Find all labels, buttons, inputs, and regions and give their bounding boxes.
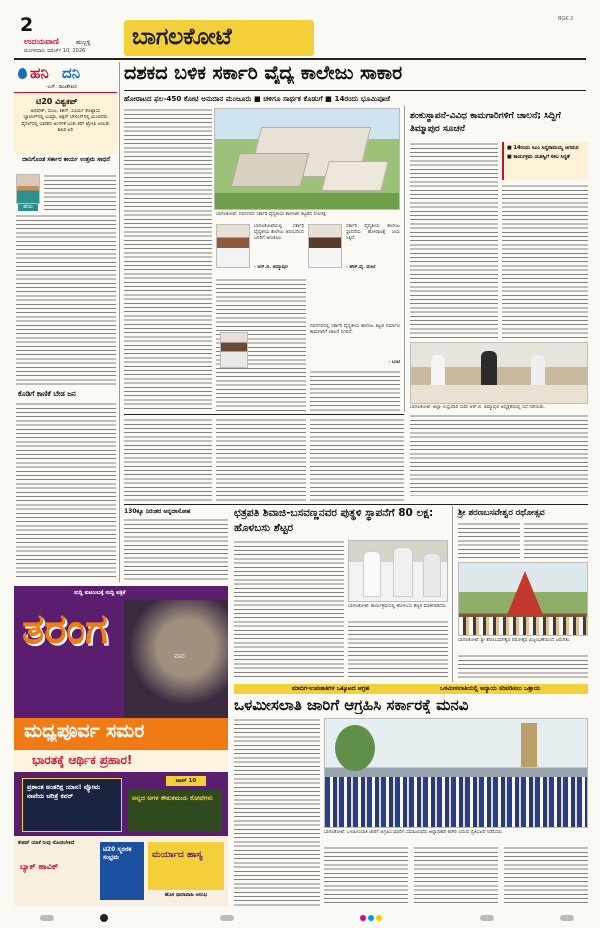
shivaji-right-divider [452, 506, 453, 682]
quote2-photo [308, 224, 342, 268]
t20-poem: ಅಭಿಷೇಕ್, ಸಂಜು, ಕಿಶನ್, ಸೂರ್ಯ ಕೊಟ್ಟಾಯ ಬ್ಯಾಟಿಂಗ್‌ನಲ್ಲಿ ಬುಮ್ರಾ, ಅಕ್ಷರ್ ಬೌಲಿಂಗ್‌ನಲ್ಲಿ ಮಿಂಚಿದರು ಫೈನಲ್‌ನಲ್ಲಿ ಭಾರತದ ಅಂಗಳಕೆ ಬಂತು ಕಪ್ ಟ್ರೋಫಿ ಆಯಿತು ಶಿಖರ ಏರಿ [21, 109, 110, 134]
protest-statue [521, 723, 537, 767]
ad-magazine-name: ತರಂಗ [22, 604, 108, 653]
lead-continuation-2 [216, 418, 306, 502]
bottom-col-4 [504, 846, 588, 906]
right-story-headline: ಶಂಕುಸ್ಥಾಪನೆ-ವಿವಿಧ ಕಾಮಗಾರಿಗಳಿಗೆ ಚಾಲನೆ; ಸಿದ್ದಿಗೆ ತಿಮ್ಮಾಪುರ ಸೂಚನೆ [410, 111, 561, 134]
shivaji-photo [348, 540, 448, 602]
ad-box1 [22, 778, 122, 832]
drop-icon [18, 68, 27, 79]
ad-mariyada-box [148, 842, 224, 890]
ad-bottom1: ಕೇಶಪ್ ಯಾಕೆ ನೀವು ನೋಡಬೇಕಿದೆ [18, 840, 75, 846]
sidebar-divider [119, 62, 120, 582]
quote1-name: - ಆರ್.ಬಿ. ತಿಮ್ಮಾಪುರ [254, 265, 288, 270]
brand-suffix: ದನಿ [62, 64, 81, 82]
bottom-col-3 [414, 846, 498, 906]
brand-prefix: ಹನಿ [30, 64, 49, 82]
right-story-caption: ಬಾಗಲಕೋಟೆ: ಜಿಲ್ಲಾ ಉಸ್ತುವಾರಿ ಸಚಿವ ಆರ್.ಬಿ. ತಿಮ್ಮಾಪುರ ಅಧ್ಯಕ್ಷತೆಯಲ್ಲಿ ಸಭೆ ನಡೆಯಿತು. [410, 405, 546, 410]
shivaji-person-1 [363, 551, 381, 597]
sidebar-bottom-heading: ಕೊಡಿಗೆ ಕಾಣಿಕೆ ಬೇಡ ಜನ [18, 390, 76, 398]
mid-rule [124, 504, 588, 505]
city-label: ಹುಬ್ಬಳ್ಳಿ [76, 39, 91, 46]
meeting-person-2 [481, 351, 497, 385]
person-heading: ದಾನಿಗೊಂಡ ಸರ್ಕಾರ ಕಾರ್ಯ ಉತ್ತಮ ಸಾಧನೆ [22, 156, 110, 163]
meeting-person-3 [531, 355, 545, 385]
chariot-shape [507, 571, 543, 615]
lead-col-1 [124, 108, 212, 412]
sidebar-text-2 [16, 402, 116, 577]
quote3-name: - ಬಂಟಿ [388, 360, 400, 365]
right-story-col-1 [410, 142, 498, 338]
rathotsava-caption: ಬಾಗಲಕೋಟೆ: ಶ್ರೀ ಶರಣಬಸವೇಶ್ವರ ರಥೋತ್ಸವ ವಿಜೃಂಭಣೆಯಿಂದ ಜರುಗಿತು. [458, 638, 571, 643]
person-photo [16, 174, 40, 204]
ad-weekly: ವಾರ [174, 652, 185, 660]
page-number: 2 [20, 14, 34, 36]
lead-strapline: ಹೋರಾಟದ ಫಲ-450 ಕೋಟಿ ಅನುದಾನ ಮಂಜೂರು ■ ಚಳಿಗೂ ಸಾರ್ಥಕ ಕೊಡುಗೆ ■ 14ರಂದು ಭೂಮಿಪೂಜೆ [124, 94, 391, 103]
protest-tree [335, 725, 375, 771]
reg-mark-1 [40, 915, 54, 921]
reg-mark-7 [480, 915, 494, 921]
t20-heading: ಟಿ20 ವಿಶ್ವಕಪ್ [36, 97, 78, 106]
bottom-kicker-right: ಒಳಮೀಸಲಾತಿಯಲ್ಲಿ ಅನ್ಯಾಯ ಸರಿಪಡಿಸಲು ಒತ್ತಾಯ [440, 685, 541, 692]
meeting-person-1 [431, 355, 445, 385]
shivaji-col-0 [124, 518, 228, 582]
lead-bottom-rule [124, 414, 404, 415]
taranga-ad [14, 586, 228, 906]
section-title: ಬಾಗಲಕೋಟೆ [132, 24, 232, 50]
right-story-bottom-text [410, 414, 588, 496]
shivaji-caption: ಬಾಗಲಕೋಟೆ: ಕಾರ್ಯಕ್ರಮದಲ್ಲಿ ಹೊಳಬಸು ಶೆಟ್ಟರ ಮಾತನಾಡಿದರು. [348, 604, 448, 609]
person-text [44, 174, 116, 212]
right-story-box [502, 142, 588, 180]
t20-box [14, 92, 117, 154]
right-story-col-2 [502, 184, 588, 338]
quote1-text: ಬಾಗಲಕೋಟೆಯಲ್ಲಿ ಸರ್ಕಾರಿ ವೈದ್ಯಕೀಯ ಕಾಲೇಜು ಆರಂಭದಿಂದ ಜನರಿಗೆ ಅನುಕೂಲ. [254, 224, 304, 241]
lead-continuation-3 [310, 418, 404, 502]
person-caption: ಹೆಸರು [18, 204, 38, 211]
ad-box2 [128, 790, 222, 832]
rathotsava-col-1 [458, 522, 520, 558]
shivaji-headline: ಛತ್ರಪತಿ ಶಿವಾಜಿ-ಬಸವಣ್ಣನವರ ಪುತ್ಥಳಿ ಸ್ಥಾಪನೆಗೆ 80 ಲಕ್ಷ: ಹೊಳಬಸು ಶೆಟ್ಟರ [234, 507, 434, 534]
quote2-name: - ಹೆಚ್.ವೈ. ಮೇಟಿ [346, 265, 376, 270]
shivaji-person-2 [393, 547, 413, 597]
ad-sub-banner: ಭಾರತಕ್ಕೆ ಆರ್ಥಿಕ ಪ್ರಹಾರ! [32, 753, 133, 767]
reg-mark-5 [368, 915, 374, 921]
footer-strip [0, 910, 600, 928]
byline: -ಎಸ್. ರಾಜಶೇಖರ [46, 84, 77, 90]
reg-mark-2 [100, 914, 108, 922]
protest-crowd [325, 777, 588, 828]
shivaji-kicker: 130ಕ್ಕೂ ನಿರಂತರ ಅನ್ನದಾಸೋಹ [124, 508, 191, 515]
ad-t20-box [100, 842, 144, 900]
sidebar [14, 62, 117, 582]
building-block-3 [321, 161, 388, 191]
reg-mark-3 [220, 915, 234, 921]
lawn-strip [215, 193, 400, 210]
bottom-headline: ಒಳಮೀಸಲಾತಿ ಜಾರಿಗೆ ಆಗ್ರಹಿಸಿ ಸರ್ಕಾರಕ್ಕೆ ಮನವಿ [234, 696, 469, 714]
rathotsava-col-3 [458, 654, 588, 680]
ad-footer: ಹೊಸ ಧಾರಾವಾಹಿ ಆರಂಭ [164, 892, 208, 898]
masthead-rule [14, 58, 586, 60]
ad-box2-text: ಅನ್ನದ ಅಗಳ ಕೌತುಕಮಯ ಕೋಟೆಗಳು [132, 794, 213, 802]
reg-mark-6 [376, 915, 382, 921]
lead-right-divider [404, 106, 405, 412]
shivaji-col-1 [234, 540, 344, 680]
page-code: BGK 2 [558, 16, 574, 22]
lead-photo [214, 108, 400, 210]
ad-bottom2: ಬ್ಯಾಕ್ ಹಾವಿಕ್ [20, 862, 59, 871]
lead-continuation-1 [124, 418, 212, 502]
building-block-2 [231, 153, 309, 187]
reg-mark-4 [360, 915, 366, 921]
paper-name: ಉದಯವಾಣಿ [24, 37, 59, 46]
bottom-photo-caption: ಬಾಗಲಕೋಟೆ: ಒಳಮೀಸಲಾತಿ ಜಾರಿಗೆ ಆಗ್ರಹಿಸಿ ಮಾದಿಗ ಸಮಾಜದವರು ಜಿಲ್ಲಾಧಿಕಾರಿ ಕಚೇರಿ ಎದುರು ಪ್ರತಿಭಟನೆ ನಡೆಸಿದರು. [324, 830, 504, 835]
reg-mark-8 [560, 915, 574, 921]
shivaji-person-3 [423, 553, 441, 597]
crowd-strip [459, 617, 588, 636]
ad-mariyada-text: ಮರ್ಯಾದ ಹಾಸ್ಯ [152, 850, 203, 860]
lead-photo-caption: ಬಾಗಲಕೋಟೆ: ನವನಗರದ ಸರ್ಕಾರಿ ವೈದ್ಯಕೀಯ ಕಾಲೇಜಿನ ಕಟ್ಟಡದ ನೀಲನಕ್ಷೆ. [216, 212, 328, 217]
bottom-photo [324, 718, 588, 828]
rathotsava-photo [458, 562, 588, 636]
rathotsava-col-2 [524, 522, 588, 558]
lead-col-3-text [310, 370, 400, 412]
ad-top-badge: ಟಾಪ್ 10 [166, 776, 206, 786]
masthead [0, 0, 600, 58]
meeting-table [411, 385, 588, 404]
bottom-col-2 [324, 846, 408, 906]
ad-banner: ಮಧ್ಯಪೂರ್ವ ಸಮರ [24, 720, 145, 742]
bottom-kicker-left: ಮಾದಿಗ-ಉಪಜಾತಿಗಳ ಒಕ್ಕೂಟದ ಆಗ್ರಹ [292, 685, 370, 692]
date-line: ಮಂಗಳವಾರ, ಮಾರ್ಚ್ 10, 2026 [24, 48, 86, 54]
shivaji-col-2 [348, 620, 448, 680]
ad-tagline: ಸುದ್ದಿ ಕುಟುಂಬಕ್ಕೆ ಸುದ್ದಿ ಪತ್ರಿಕೆ [74, 590, 126, 596]
ad-box1-text: ಪ್ರಶಾಂತ ಅಂತರಿಕ್ಷ ಯಾನ! ವ್ಯೋಮ ನಾವೆಯ ಚರಿತ್ರೆ ಕವರ್ [27, 783, 101, 800]
right-box-point-2: ■ ಕಾರ್ಯಕ್ರಮ ಯಶಸ್ವಿಗೆ ಸಕಲ ಸಿದ್ಧತೆ [507, 154, 570, 160]
quote3-text: ನವನಗರದಲ್ಲಿ ಸರ್ಕಾರಿ ವೈದ್ಯಕೀಯ ಕಾಲೇಜು ಕಟ್ಟಡ ನಿರ್ಮಾಣ ಕಾಮಗಾರಿಗೆ ಚಾಲನೆ ಸಿಗಲಿದೆ. [310, 324, 400, 335]
ad-t20-text: ಟಿ20 ಸ್ಮರಣಿಕ ಸಂಭ್ರಮ [103, 846, 132, 861]
quote3-photo [220, 332, 248, 368]
right-box-point-1: ■ 14ರಂದು ಸಿಎಂ ಸಿದ್ದರಾಮಯ್ಯ ಆಗಮನ [507, 145, 579, 151]
right-story-photo [410, 342, 588, 404]
lead-headline-rule [124, 90, 586, 91]
quote1-photo [216, 224, 250, 268]
bottom-col-1 [234, 718, 320, 906]
sidebar-text-1 [16, 214, 116, 386]
quote2-text: ಸರ್ಕಾರಿ ವೈದ್ಯಕೀಯ ಕಾಲೇಜು ಸ್ಥಾಪನೆಯ ಹೋರಾಟಕ್ಕೆ ಜಯ ಸಿಕ್ಕಿದೆ. [346, 224, 400, 241]
rathotsava-headline: ಶ್ರೀ ಶರಣಬಸವೇಶ್ವರ ರಥೋತ್ಸವ [458, 508, 545, 518]
lead-headline: ದಶಕದ ಬಳಿಕ ಸರ್ಕಾರಿ ವೈದ್ಯ ಕಾಲೇಜು ಸಾಕಾರ [124, 62, 403, 84]
